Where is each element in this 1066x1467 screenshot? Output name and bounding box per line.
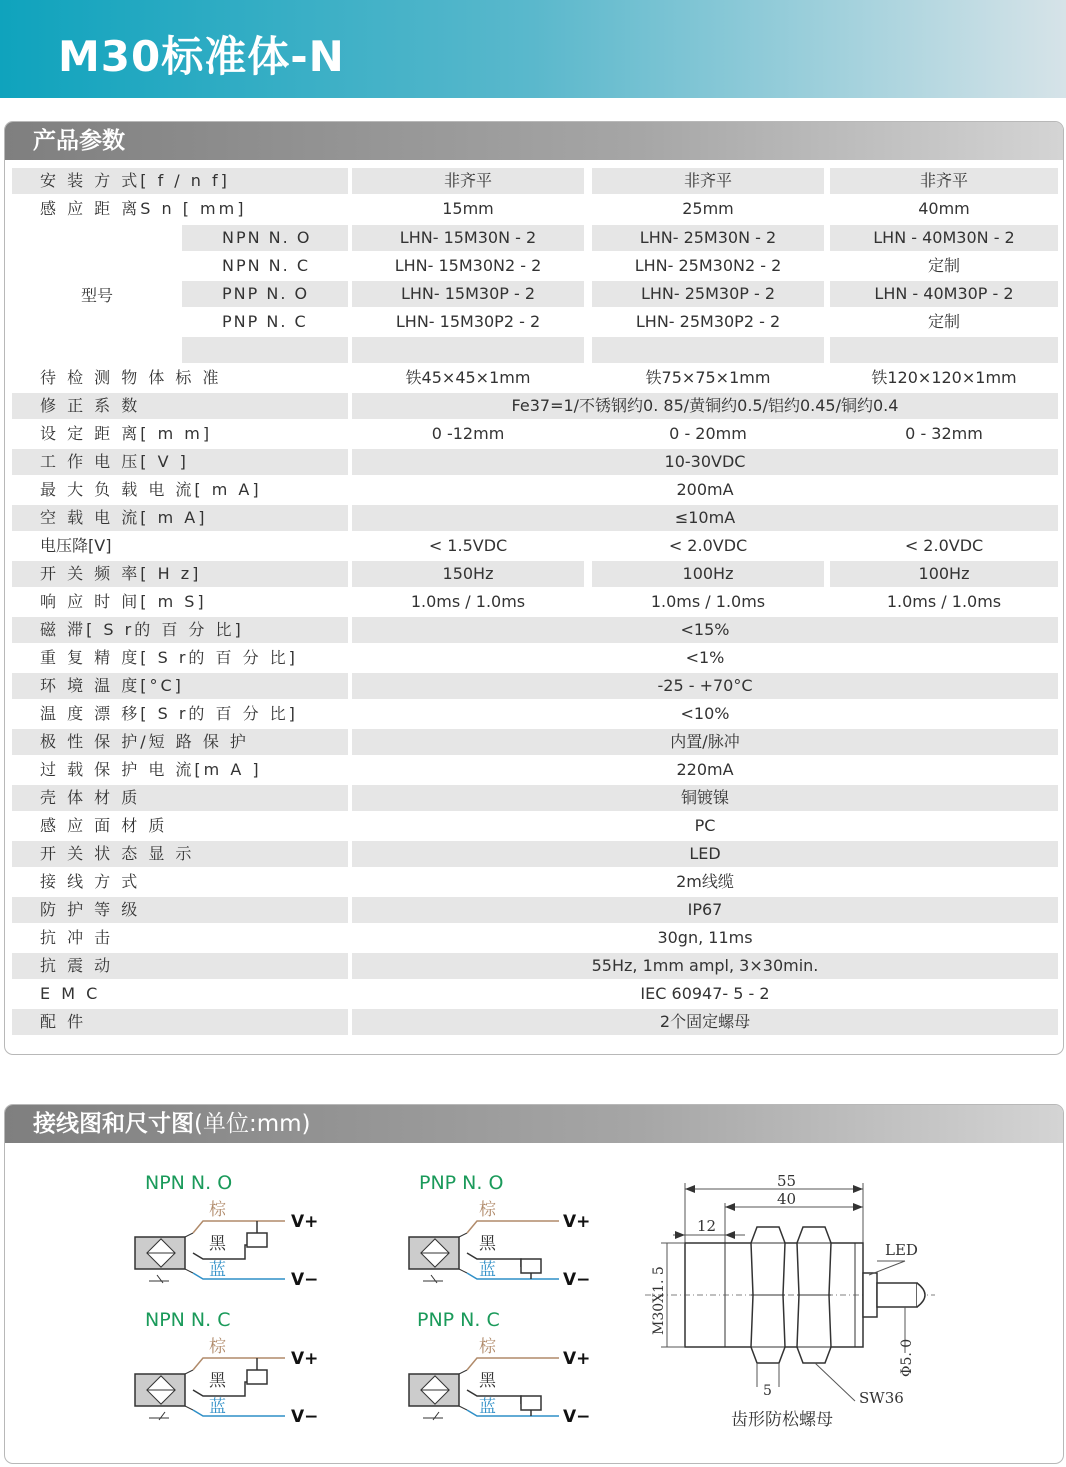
wiring-diagram-canvas <box>5 1143 1064 1463</box>
title-banner <box>0 0 1066 98</box>
cell: 100Hz <box>592 561 824 587</box>
wiring-panel <box>4 1104 1064 1464</box>
row-label: 感 应 距 离S n [ mm] <box>40 199 247 218</box>
wire-black-label: 黑 <box>479 1234 496 1254</box>
row-label: 防 护 等 级 <box>12 897 348 923</box>
row-label: 响 应 时 间[ m S] <box>40 592 207 611</box>
dim-cable: Φ5. 0 <box>899 1338 915 1377</box>
cell: 内置/脉冲 <box>352 729 1058 755</box>
blank-cell <box>352 337 584 363</box>
cell: LED <box>352 841 1058 867</box>
dim-length-head: 12 <box>697 1217 717 1235</box>
cell: LHN- 15M30N2 - 2 <box>394 256 542 275</box>
cell: IP67 <box>352 897 1058 923</box>
cell: LHN- 25M30P2 - 2 <box>635 312 781 331</box>
cell: 2个固定螺母 <box>352 1009 1058 1035</box>
vplus-label: V+ <box>291 1212 319 1232</box>
row-label: 配 件 <box>12 1009 348 1035</box>
diagram-title: NPN N. O <box>145 1172 233 1194</box>
blank-cell <box>182 337 348 363</box>
blue-wire <box>193 1273 285 1279</box>
cell: 定制 <box>927 312 960 331</box>
table-row <box>12 953 1058 979</box>
brown-wire <box>193 1358 285 1370</box>
table-row <box>12 869 1058 895</box>
cell: 15mm <box>442 199 494 218</box>
table-row <box>12 925 1058 951</box>
cell: 定制 <box>927 256 960 275</box>
wire-brown-label: 棕 <box>479 1337 496 1357</box>
table-row <box>12 365 1058 391</box>
cell: IEC 60947- 5 - 2 <box>640 984 770 1003</box>
load-icon <box>521 1259 541 1273</box>
load-icon <box>247 1233 267 1247</box>
dim-thread: M30X1. 5 <box>651 1266 667 1335</box>
wire-black-label: 黑 <box>479 1371 496 1391</box>
cell: 2m线缆 <box>676 872 734 891</box>
cell: LHN - 40M30N - 2 <box>830 225 1058 251</box>
cell: LHN- 15M30P2 - 2 <box>395 312 541 331</box>
row-label: 抗 冲 击 <box>40 928 114 947</box>
diagram-title: PNP N. O <box>419 1172 504 1194</box>
cell: 100Hz <box>830 561 1058 587</box>
table-row <box>12 981 1058 1007</box>
load-icon <box>521 1396 541 1410</box>
row-label: 开 关 频 率[ H z] <box>12 561 348 587</box>
row-label: 接 线 方 式 <box>40 872 141 891</box>
diagram-npn-nc <box>135 1309 318 1427</box>
cell: 非齐平 <box>352 168 584 194</box>
wire-brown-label: 棕 <box>479 1200 496 1220</box>
diagram-npn-no <box>135 1172 318 1290</box>
row-label: 极 性 保 护/短 路 保 护 <box>12 729 348 755</box>
table-row <box>12 897 1058 923</box>
dim-length-thread: 40 <box>777 1190 797 1208</box>
cell: -25 - +70°C <box>352 673 1058 699</box>
row-label: 温 度 漂 移[ S r的 百 分 比] <box>40 704 298 723</box>
cell: < 2.0VDC <box>668 536 748 555</box>
dim-length-total: 55 <box>777 1172 797 1190</box>
row-label: 感 应 面 材 质 <box>40 816 168 835</box>
wiring-heading <box>5 1105 1063 1143</box>
row-label: 电压降[V] <box>40 536 112 555</box>
row-label: 环 境 温 度[°C] <box>12 673 348 699</box>
row-label: 重 复 精 度[ S r的 百 分 比] <box>40 648 298 667</box>
diagram-pnp-no <box>409 1172 590 1290</box>
dimension-drawing <box>645 1172 935 1430</box>
row-label: 最 大 负 载 电 流[ m A] <box>40 480 262 499</box>
cell: LHN - 40M30P - 2 <box>830 281 1058 307</box>
cell: 铁120×120×1mm <box>871 368 1017 387</box>
row-label: E M C <box>40 984 101 1003</box>
brown-wire <box>467 1221 559 1233</box>
wire-blue-label: 蓝 <box>209 1260 226 1280</box>
cell: 1.0ms / 1.0ms <box>886 592 1002 611</box>
wire-brown-label: 棕 <box>209 1200 226 1220</box>
cell: 55Hz, 1mm ampl, 3×30min. <box>352 953 1058 979</box>
row-label: 工 作 电 压[ V ] <box>12 449 348 475</box>
vplus-label: V+ <box>563 1349 591 1369</box>
diagram-title: PNP N. C <box>417 1309 500 1331</box>
model-type: NPN N. C <box>222 256 310 275</box>
table-row <box>12 729 1058 755</box>
spec-heading: 产品参数 <box>5 122 1063 160</box>
table-row <box>12 757 1058 783</box>
table-row <box>12 196 1058 222</box>
row-label: 安 装 方 式[ f / n f] <box>12 168 348 194</box>
table-row <box>12 533 1058 559</box>
blank-cell <box>592 337 824 363</box>
table-row <box>12 168 1058 194</box>
cell: LHN- 15M30P - 2 <box>352 281 584 307</box>
table-row <box>12 617 1058 643</box>
wire-black-label: 黑 <box>209 1371 226 1391</box>
cell: 1.0ms / 1.0ms <box>650 592 766 611</box>
led-label: LED <box>885 1241 918 1259</box>
blue-wire <box>193 1410 285 1416</box>
cell: 200mA <box>676 480 734 499</box>
cell: <1% <box>685 648 725 667</box>
load-icon <box>247 1370 267 1384</box>
table-row <box>12 701 1058 727</box>
brown-wire <box>467 1358 559 1370</box>
table-row <box>12 225 1058 251</box>
nut-label: 齿形防松螺母 <box>731 1410 833 1430</box>
cell: LHN- 25M30P - 2 <box>592 281 824 307</box>
cell: LHN- 25M30N - 2 <box>592 225 824 251</box>
cell: 25mm <box>682 199 734 218</box>
table-row <box>12 449 1058 475</box>
table-row <box>12 673 1058 699</box>
table-row <box>12 841 1058 867</box>
model-label: 型号 <box>80 286 113 305</box>
sensor-symbol <box>135 1370 193 1420</box>
table-row <box>12 785 1058 811</box>
wire-brown-label: 棕 <box>209 1337 226 1357</box>
row-label: 磁 滞[ S r的 百 分 比] <box>12 617 348 643</box>
cell: < 2.0VDC <box>904 536 984 555</box>
diagram-pnp-nc <box>409 1309 590 1427</box>
table-row <box>12 645 1058 671</box>
brown-wire <box>193 1221 285 1233</box>
table-row <box>12 309 1058 335</box>
vminus-label: V− <box>563 1270 591 1290</box>
cell: 40mm <box>918 199 970 218</box>
wiring-heading-unit: (单位:mm) <box>194 1111 311 1137</box>
cell: 150Hz <box>352 561 584 587</box>
wire-black-label: 黑 <box>209 1234 226 1254</box>
row-label: 抗 震 动 <box>12 953 348 979</box>
cell: 0 - 20mm <box>669 424 747 443</box>
sensor-symbol <box>135 1233 193 1283</box>
table-row <box>12 589 1058 615</box>
spec-panel <box>4 121 1064 1055</box>
cell: 铁45×45×1mm <box>405 368 531 387</box>
row-label: 开 关 状 态 显 示 <box>12 841 348 867</box>
vminus-label: V− <box>291 1407 319 1427</box>
table-row <box>12 1009 1058 1035</box>
cell: PC <box>694 816 716 835</box>
dim-wrench: SW36 <box>859 1389 904 1407</box>
cell: 0 -12mm <box>431 424 505 443</box>
wire-blue-label: 蓝 <box>209 1397 226 1417</box>
cell: LHN- 15M30N - 2 <box>352 225 584 251</box>
diagram-title: NPN N. C <box>145 1309 231 1331</box>
cell: 10-30VDC <box>352 449 1058 475</box>
row-label: 修 正 系 数 <box>12 393 348 419</box>
sensor-symbol <box>409 1233 467 1283</box>
cell: < 1.5VDC <box>428 536 508 555</box>
blank-cell <box>830 337 1058 363</box>
page-title: M30标准体-N <box>58 32 345 81</box>
sensor-symbol <box>409 1370 467 1420</box>
table-row <box>12 561 1058 587</box>
table-row <box>12 421 1058 447</box>
vminus-label: V− <box>563 1407 591 1427</box>
vplus-label: V+ <box>563 1212 591 1232</box>
cell: <15% <box>352 617 1058 643</box>
nut-icon <box>797 1227 831 1363</box>
table-row <box>12 253 1058 279</box>
table-row <box>12 813 1058 839</box>
wire-blue-label: 蓝 <box>479 1260 496 1280</box>
model-type: NPN N. O <box>182 225 348 251</box>
cell: 0 - 32mm <box>905 424 983 443</box>
cell: 1.0ms / 1.0ms <box>410 592 526 611</box>
cell: 30gn, 11ms <box>657 928 753 947</box>
cell: 铁75×75×1mm <box>645 368 771 387</box>
table-row <box>12 281 1058 307</box>
vminus-label: V− <box>291 1270 319 1290</box>
dim-nut-thickness: 5 <box>763 1383 772 1399</box>
nut-icon <box>751 1227 785 1363</box>
table-row <box>12 393 1058 419</box>
cell: Fe37=1/不锈钢约0. 85/黄铜约0.5/铝约0.45/铜约0.4 <box>352 393 1058 419</box>
cell: LHN- 25M30N2 - 2 <box>634 256 782 275</box>
wiring-heading-text: 接线图和尺寸图 <box>33 1111 194 1137</box>
table-row <box>12 505 1058 531</box>
model-type: PNP N. C <box>222 312 308 331</box>
cell: 非齐平 <box>592 168 824 194</box>
table-row <box>12 477 1058 503</box>
row-label: 壳 体 材 质 <box>12 785 348 811</box>
cell: 220mA <box>676 760 734 779</box>
vplus-label: V+ <box>291 1349 319 1369</box>
row-label: 过 载 保 护 电 流[m A ] <box>40 760 262 779</box>
model-type: PNP N. O <box>182 281 348 307</box>
cell: 铜镀镍 <box>352 785 1058 811</box>
wire-blue-label: 蓝 <box>479 1397 496 1417</box>
cell: 非齐平 <box>830 168 1058 194</box>
table-row <box>12 337 1058 363</box>
cell: <10% <box>680 704 730 723</box>
cable <box>877 1283 917 1307</box>
row-label: 设 定 距 离[ m m] <box>40 424 213 443</box>
row-label: 空 载 电 流[ m A] <box>12 505 348 531</box>
row-label: 待 检 测 物 体 标 准 <box>40 368 222 387</box>
cell: ≤10mA <box>352 505 1058 531</box>
